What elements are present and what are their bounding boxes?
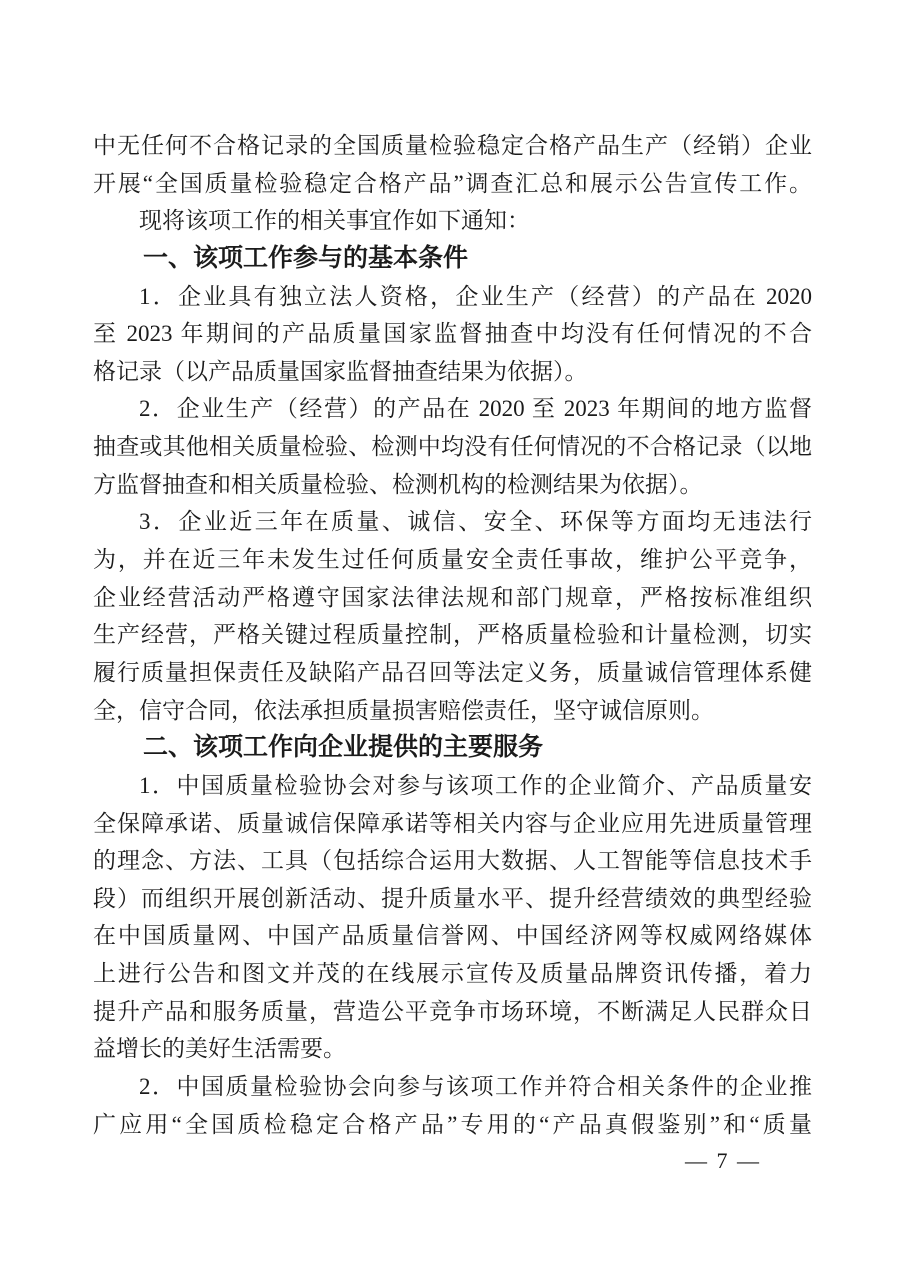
section-2-heading: 二、该项工作向企业提供的主要服务 xyxy=(143,733,544,762)
body-line: 广应用“全国质检稳定合格产品”专用的“产品真假鉴别”和“质量 xyxy=(93,1111,812,1137)
body-line: 全保障承诺、质量诚信保障承诺等相关内容与企业应用先进质量管理 xyxy=(93,810,812,836)
body-line: 上进行公告和图文并茂的在线展示宣传及质量品牌资讯传播，着力 xyxy=(93,961,812,987)
body-line: 履行质量担保责任及缺陷产品召回等法定义务，质量诚信管理体系健 xyxy=(93,659,812,685)
body-line: 至 2023 年期间的产品质量国家监督抽查中均没有任何情况的不合 xyxy=(93,321,812,347)
body-line: 生产经营，严格关键过程质量控制，严格质量检验和计量检测，切实 xyxy=(93,622,812,648)
body-line: 益增长的美好生活需要。 xyxy=(93,1036,346,1062)
body-line: 开展“全国质量检验稳定合格产品”调查汇总和展示公告宣传工作。 xyxy=(93,170,812,196)
body-line: 全，信守合同，依法承担质量损害赔偿责任，坚守诚信原则。 xyxy=(93,697,714,723)
page-number: — 7 — xyxy=(685,1148,761,1173)
notice-intro-line: 现将该项工作的相关事宜作如下通知： xyxy=(139,208,530,234)
body-line: 方监督抽查和相关质量检验、检测机构的检测结果为依据）。 xyxy=(93,471,703,497)
body-line: 格记录（以产品质量国家监督抽查结果为依据）。 xyxy=(93,358,588,384)
body-line: 企业经营活动严格遵守国家法律法规和部门规章，严格按标准组织 xyxy=(93,584,812,610)
body-line: 为，并在近三年未发生过任何质量安全责任事故，维护公平竞争， xyxy=(93,547,812,573)
item-2-line: 2．中国质量检验协会向参与该项工作并符合相关条件的企业推 xyxy=(139,1074,812,1100)
body-line: 在中国质量网、中国产品质量信誉网、中国经济网等权威网络媒体 xyxy=(93,923,812,949)
body-line: 的理念、方法、工具（包括综合运用大数据、人工智能等信息技术手 xyxy=(93,848,812,874)
body-line: 抽查或其他相关质量检验、检测中均没有任何情况的不合格记录（以地 xyxy=(93,434,812,460)
document-body xyxy=(93,127,812,1143)
section-1-heading: 一、该项工作参与的基本条件 xyxy=(143,243,469,272)
body-line: 中无任何不合格记录的全国质量检验稳定合格产品生产（经销）企业 xyxy=(93,133,812,158)
item-1-line: 1．企业具有独立法人资格，企业生产（经营）的产品在 2020 xyxy=(139,283,812,309)
item-2-line: 2．企业生产（经营）的产品在 2020 至 2023 年期间的地方监督 xyxy=(139,396,812,422)
item-1-line: 1．中国质量检验协会对参与该项工作的企业简介、产品质量安 xyxy=(139,772,812,798)
body-line: 段）而组织开展创新活动、提升质量水平、提升经营绩效的典型经验 xyxy=(93,885,812,911)
body-line: 提升产品和服务质量，营造公平竞争市场环境，不断满足人民群众日 xyxy=(93,998,812,1024)
item-3-line: 3．企业近三年在质量、诚信、安全、环保等方面均无违法行 xyxy=(139,509,812,535)
